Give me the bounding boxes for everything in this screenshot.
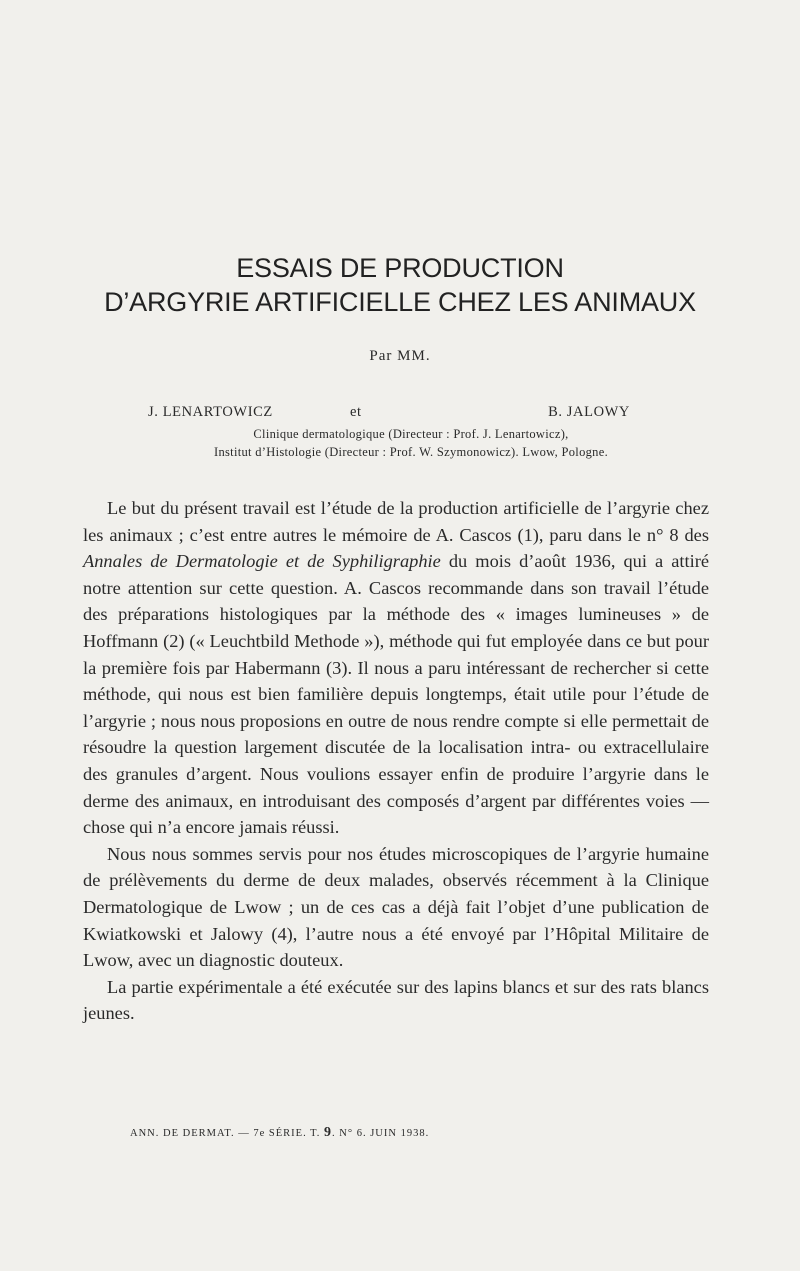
byline-label: Par MM.: [369, 348, 431, 364]
author-1: J. LENARTOWICZ: [148, 404, 273, 420]
affiliation-2: Institut d’Histologie (Directeur : Prof. W. Szymonowicz). Lwow, Pologne.: [214, 445, 608, 459]
paragraph-2: Nous nous sommes servis pour nos études microscopiques de l’argyrie humaine de prélèvements du derme de deux malades, observés récemment à la Clinique Dermatologique de Lwow ; un de ces cas a déjà fait l’objet d’une publication de Kwiatkowski et Jalowy (4), l’autre nous a été envoyé par l’Hôpital Militaire de Lwow, avec un diagnostic douteux.: [83, 843, 709, 971]
paragraph-1-text-a: Le but du présent travail est l’étude de la production artificielle de l’argyrie chez les animaux ; c’est entre autres le mémoire de A. Cascos (1), paru dans le n° 8 des: [83, 498, 709, 545]
article-title-line-1: ESSAIS DE PRODUCTION: [236, 253, 564, 283]
paragraph-1-text-b: du mois d’août 1936, qui a attiré notre attention sur cette question. A. Cascos recommande dans son travail l’étude des préparations histologiques par la méthode des « images lumineuses » de Hoffmann (2) (« Leuchtbild Methode »), méthode qui fut employée dans ce but pour la première fois par Habermann (3). Il nous a paru intéressant de rechercher si cette méthode, qui nous est bien familière depuis longtemps, était utile pour l’étude de l’argyrie ; nous nous proposions en outre de nous rendre compte si elle permettait de résoudre la question largement discutée de la localisation intra- ou extracellulaire des granules d’argent. Nous voulions essayer enfin de produire l’argyrie dans le derme des animaux, en introduisant des composés d’argent par différentes voies — chose qui n’a encore jamais réussi.: [83, 551, 709, 838]
paragraph-1: [83, 495, 709, 841]
article-title-line-2: D’ARGYRIE ARTIFICIELLE CHEZ LES ANIMAUX: [104, 287, 696, 317]
author-2: B. JALOWY: [548, 404, 630, 420]
footer-page-number: 9: [324, 1125, 333, 1140]
affiliation-1: Clinique dermatologique (Directeur : Prof. J. Lenartowicz),: [253, 427, 569, 441]
author-conjunction: et: [350, 404, 362, 420]
paragraph-3: La partie expérimentale a été exécutée sur des lapins blancs et sur des rats blancs jeunes.: [83, 976, 709, 1024]
footer-prefix: ANN. DE DERMAT. — 7e SÉRIE. T.: [130, 1128, 325, 1139]
page-footer: [130, 1125, 429, 1141]
article-body: [83, 495, 709, 1027]
journal-name: Annales de Dermatologie et de Syphiligraphie: [83, 551, 441, 572]
footer-suffix: . N° 6. JUIN 1938.: [332, 1128, 430, 1139]
